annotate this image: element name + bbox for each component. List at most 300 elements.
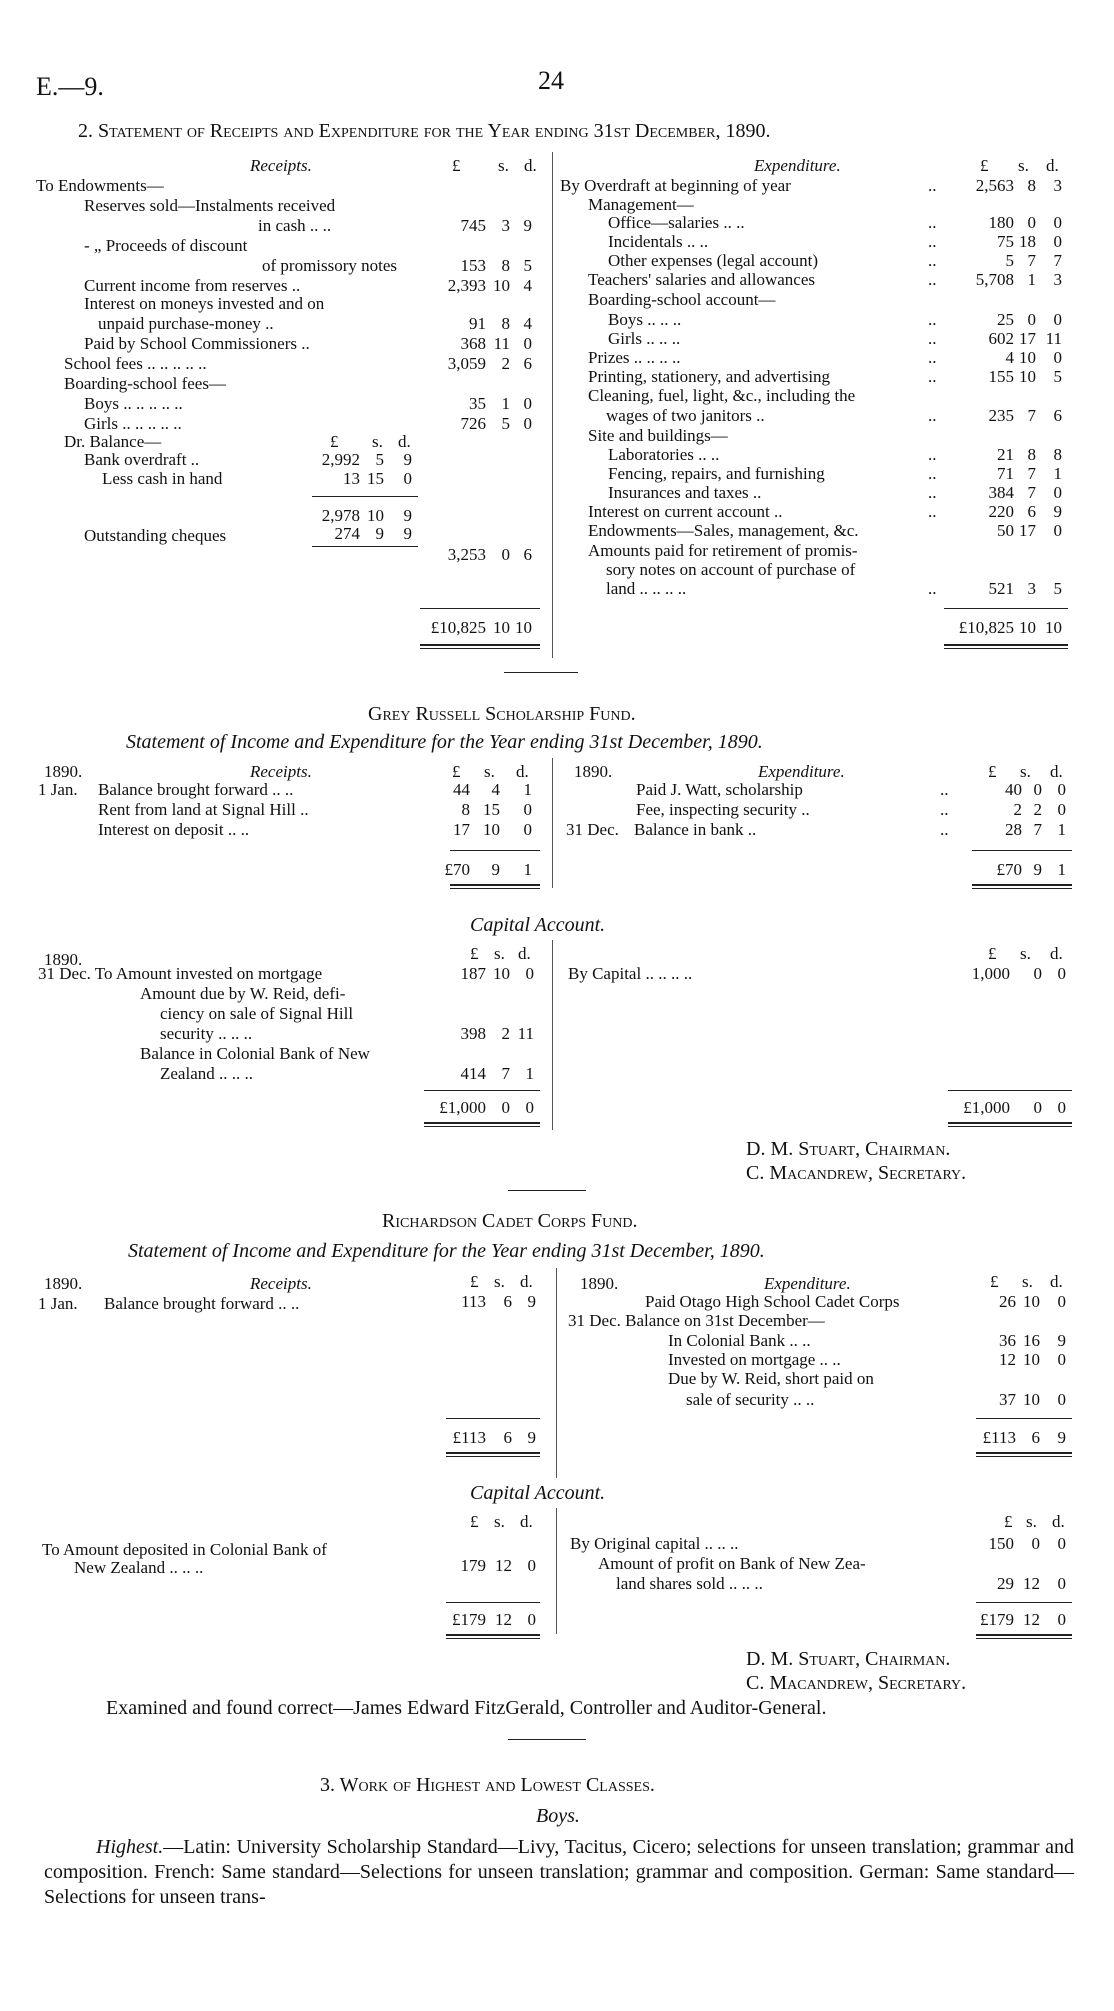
receipts-header: Receipts.: [250, 156, 312, 175]
balance-pounds-head: £: [330, 432, 339, 451]
total-underline: [420, 644, 540, 649]
grey-receipts-header: Receipts.: [250, 762, 312, 781]
shillings-head: s.: [1020, 944, 1031, 963]
rich-expenditure-amount-shillings: 10: [1023, 1390, 1040, 1409]
rule-line: [976, 1418, 1072, 1419]
rich-expenditure-line: sale of security .. ..: [686, 1390, 815, 1409]
rich-capital-by-amount-pounds: 150: [988, 1534, 1014, 1553]
rich-capital-line: To Amount deposited in Colonial Bank of: [42, 1540, 327, 1559]
expenditure-amount-shillings: 7: [1027, 251, 1036, 270]
rich-expenditure-amount-pence: 0: [1057, 1390, 1066, 1409]
receipt-amount-pounds: 745: [460, 216, 486, 235]
pence-head: d.: [516, 762, 529, 781]
section-divider: [508, 1190, 586, 1191]
expenditure-grand-total-pence: 10: [1045, 618, 1062, 637]
col-shillings-header: s.: [498, 156, 509, 175]
pounds-head: £: [990, 1272, 999, 1291]
receipts-grand-total-shillings: 10: [493, 618, 510, 637]
highest-label: Highest.: [96, 1836, 164, 1858]
grey-expenditure-amount-pounds: 2: [1013, 800, 1022, 819]
highest-class-paragraph: [44, 1835, 1074, 1910]
grey-capital-by-line: By Capital .. .. .. ..: [568, 964, 693, 983]
receipt-amount-pounds: 153: [460, 256, 486, 275]
receipt-amount-shillings: 5: [501, 414, 510, 433]
balance-shillings-head: s.: [372, 432, 383, 451]
grey-capital-line: Amount due by W. Reid, defi-: [140, 984, 346, 1003]
expenditure-amount-shillings: 6: [1027, 502, 1036, 521]
rich-capital-amount-shillings: 12: [495, 1556, 512, 1575]
total-underline: [948, 1122, 1072, 1127]
receipt-amount-shillings: 10: [493, 276, 510, 295]
grey-expenditure-amount-shillings: 7: [1033, 820, 1042, 839]
expenditure-amount-pounds: 4: [1005, 348, 1014, 367]
shillings-head: s.: [1022, 1272, 1033, 1291]
rule-line: [976, 1602, 1072, 1603]
highest-text: —Latin: University Scholarship Standard—Livy, Tacitus, Cicero; selections for unseen translation; grammar and composition. French: Same standard—Selections for unseen translation; grammar and composition. German: Same standard—Selections for unseen trans-: [44, 1836, 1074, 1908]
expenditure-amount-pence: 1: [1053, 464, 1062, 483]
receipt-amount-pence: 4: [523, 276, 532, 295]
pounds-head: £: [988, 762, 997, 781]
receipt-amount-shillings: 8: [501, 256, 510, 275]
expenditure-amount-pence: 0: [1053, 521, 1062, 540]
expenditure-line: Laboratories .. ..: [608, 445, 720, 464]
receipt-amount-pence: 9: [523, 216, 532, 235]
outstanding-cheques-pounds: 274: [334, 524, 360, 543]
expenditure-line: Fencing, repairs, and furnishing: [608, 464, 825, 483]
shillings-head: s.: [494, 1272, 505, 1291]
grey-capital-by-total-pounds: £1,000: [963, 1098, 1010, 1117]
leader-dots: ..: [928, 310, 937, 329]
cash-in-hand-pence: 0: [403, 469, 412, 488]
leader-dots: ..: [928, 213, 937, 232]
grey-expenditure-amount-pounds: 28: [1005, 820, 1022, 839]
balance-total-pence: 6: [523, 545, 532, 564]
receipt-line: in cash .. ..: [258, 216, 332, 235]
rich-capital-total-pence: 0: [527, 1610, 536, 1629]
grey-expenditure-amount-pence: 0: [1057, 800, 1066, 819]
balance-subtotal-shillings: 10: [367, 506, 384, 525]
receipt-line: Current income from reserves ..: [84, 276, 301, 295]
rich-receipt-amount-pence: 9: [527, 1292, 536, 1311]
rich-capital-by-line: land shares sold .. .. ..: [616, 1574, 763, 1593]
grey-receipts-total-pounds: £70: [444, 860, 470, 879]
receipt-amount-pounds: 91: [469, 314, 486, 333]
pounds-head: £: [470, 1272, 479, 1291]
balance-total-pounds: 3,253: [447, 545, 486, 564]
grey-capital-amount-pounds: 414: [460, 1064, 486, 1083]
rich-expenditure-total-shillings: 6: [1031, 1428, 1040, 1447]
rich-expenditure-line: Invested on mortgage .. ..: [668, 1350, 841, 1369]
expenditure-line: Insurances and taxes ..: [608, 483, 762, 502]
total-underline: [424, 1122, 540, 1127]
rich-capital-line: New Zealand .. .. ..: [74, 1558, 204, 1577]
expenditure-amount-shillings: 8: [1027, 445, 1036, 464]
rich-capital-total-shillings: 12: [495, 1610, 512, 1629]
expenditure-line: land .. .. .. ..: [606, 579, 687, 598]
receipt-line: Girls .. .. .. .. ..: [84, 414, 182, 433]
expenditure-amount-shillings: 17: [1019, 329, 1036, 348]
expenditure-amount-pounds: 50: [997, 521, 1014, 540]
exp-col-pounds-header: £: [980, 156, 989, 175]
shillings-head: s.: [1020, 762, 1031, 781]
pounds-head: £: [452, 762, 461, 781]
receipt-amount-pence: 0: [523, 394, 532, 413]
entry-date: 31 Dec.: [566, 820, 619, 839]
expenditure-amount-pounds: 5: [1005, 251, 1014, 270]
receipt-amount-pence: 5: [523, 256, 532, 275]
bank-overdraft-pounds: 2,992: [321, 450, 360, 469]
expenditure-line: Girls .. .. ..: [608, 329, 681, 348]
expenditure-line: By Overdraft at beginning of year: [560, 176, 791, 195]
grey-capital-by-total-shillings: 0: [1033, 1098, 1042, 1117]
expenditure-amount-pence: 0: [1053, 232, 1062, 251]
boys-heading: Boys.: [536, 1805, 580, 1827]
chairman-signature: D. M. Stuart, Chairman.: [746, 1138, 951, 1160]
rich-expenditure-amount-pence: 0: [1057, 1292, 1066, 1311]
leader-dots: ..: [928, 232, 937, 251]
grey-receipt-amount-pounds: 44: [453, 780, 470, 799]
grey-receipt-amount-shillings: 10: [483, 820, 500, 839]
leader-dots: ..: [928, 445, 937, 464]
rich-capital-by-line: By Original capital .. .. ..: [570, 1534, 739, 1553]
total-underline: [972, 884, 1072, 889]
expenditure-amount-pounds: 602: [988, 329, 1014, 348]
rich-capital-title: Capital Account.: [470, 1482, 606, 1504]
rich-capital-by-total-shillings: 12: [1023, 1610, 1040, 1629]
balance-subtotal-pence: 9: [403, 506, 412, 525]
receipt-amount-pounds: 3,059: [447, 354, 486, 373]
expenditure-amount-pence: 8: [1053, 445, 1062, 464]
expenditure-amount-pounds: 220: [988, 502, 1014, 521]
grey-receipts-year: 1890.: [44, 762, 83, 781]
receipts-grand-total-pence: 10: [515, 618, 532, 637]
secretary-signature: C. Macandrew, Secretary.: [746, 1672, 967, 1694]
expenditure-grand-total-pounds: £10,825: [958, 618, 1014, 637]
expenditure-amount-shillings: 0: [1027, 310, 1036, 329]
pence-head: d.: [1052, 1512, 1065, 1531]
expenditure-line: Printing, stationery, and advertising: [588, 367, 831, 386]
rich-expenditure-amount-shillings: 10: [1023, 1292, 1040, 1311]
pounds-head: £: [470, 944, 479, 963]
grey-capital-amount-pence: 0: [525, 964, 534, 983]
rich-receipts-total-pence: 9: [527, 1428, 536, 1447]
expenditure-amount-shillings: 7: [1027, 464, 1036, 483]
pounds-head: £: [1004, 1512, 1013, 1531]
expenditure-line: Boys .. .. ..: [608, 310, 682, 329]
shillings-head: s.: [494, 1512, 505, 1531]
cash-in-hand-pounds: 13: [343, 469, 360, 488]
rich-expenditure-line: In Colonial Bank .. ..: [668, 1331, 811, 1350]
balance-subtotal-pounds: 2,978: [321, 506, 360, 525]
grey-receipt-amount-pence: 0: [523, 800, 532, 819]
pence-head: d.: [1050, 762, 1063, 781]
receipt-line: School fees .. .. .. .. ..: [64, 354, 207, 373]
rule-line: [948, 1090, 1072, 1091]
rule-line: [446, 1602, 540, 1603]
expenditure-amount-pence: 0: [1053, 483, 1062, 502]
rich-capital-by-amount-shillings: 12: [1023, 1574, 1040, 1593]
secretary-signature: C. Macandrew, Secretary.: [746, 1162, 967, 1184]
col-pounds-header: £: [452, 156, 461, 175]
rich-expenditure-amount-pence: 0: [1057, 1350, 1066, 1369]
expenditure-amount-pounds: 75: [997, 232, 1014, 251]
expenditure-amount-pounds: 21: [997, 445, 1014, 464]
total-underline: [944, 644, 1068, 649]
expenditure-amount-pence: 11: [1045, 329, 1062, 348]
pence-head: d.: [1050, 1272, 1063, 1291]
grey-capital-amount-pounds: 187: [460, 964, 486, 983]
grey-expenditure-line: Paid J. Watt, scholarship: [636, 780, 803, 799]
total-underline: [446, 1634, 540, 1639]
expenditure-header: Expenditure.: [754, 156, 841, 175]
rich-expenditure-amount-pounds: 36: [999, 1331, 1016, 1350]
leader-dots: ..: [928, 176, 937, 195]
receipt-line: Interest on moneys invested and on: [84, 294, 325, 313]
grey-expenditure-total-pounds: £70: [996, 860, 1022, 879]
pence-head: d.: [1050, 944, 1063, 963]
chairman-signature: D. M. Stuart, Chairman.: [746, 1648, 951, 1670]
expenditure-line: Office—salaries .. ..: [608, 213, 745, 232]
rich-expenditure-line: 31 Dec. Balance on 31st December—: [568, 1311, 825, 1330]
grey-receipt-line: Rent from land at Signal Hill ..: [98, 800, 309, 819]
rich-expenditure-amount-shillings: 10: [1023, 1350, 1040, 1369]
bank-overdraft-label: Bank overdraft ..: [84, 450, 200, 469]
dr-balance-label: Dr. Balance—: [64, 432, 162, 451]
rule-line: [944, 608, 1068, 609]
s2-column-divider: [552, 152, 553, 658]
entry-date: 1 Jan.: [38, 1294, 78, 1313]
pence-head: d.: [518, 944, 531, 963]
receipt-line: Boarding-school fees—: [64, 374, 226, 393]
grey-receipt-amount-pounds: 17: [453, 820, 470, 839]
receipt-amount-pounds: 368: [460, 334, 486, 353]
rich-expenditure-amount-pence: 9: [1057, 1331, 1066, 1350]
leader-dots: ..: [928, 367, 937, 386]
grey-fund-title: Grey Russell Scholarship Fund.: [368, 703, 636, 725]
expenditure-amount-shillings: 10: [1019, 348, 1036, 367]
leader-dots: ..: [928, 579, 937, 598]
receipt-amount-shillings: 2: [501, 354, 510, 373]
total-underline: [976, 1452, 1072, 1457]
rich-receipt-amount-shillings: 6: [503, 1292, 512, 1311]
grey-receipt-amount-shillings: 15: [483, 800, 500, 819]
receipt-line: Boys .. .. .. .. ..: [84, 394, 183, 413]
receipt-amount-shillings: 8: [501, 314, 510, 333]
expenditure-amount-pounds: 235: [988, 406, 1014, 425]
grey-expenditure-line: Fee, inspecting security ..: [636, 800, 810, 819]
rich-expenditure-header: Expenditure.: [764, 1274, 851, 1293]
grey-capital-amount-pence: 1: [525, 1064, 534, 1083]
expenditure-line: Endowments—Sales, management, &c.: [588, 521, 859, 540]
expenditure-line: Site and buildings—: [588, 426, 728, 445]
expenditure-amount-pounds: 25: [997, 310, 1014, 329]
auditor-examined-line: Examined and found correct—James Edward FitzGerald, Controller and Auditor-General.: [106, 1697, 827, 1719]
expenditure-amount-pence: 0: [1053, 310, 1062, 329]
total-underline: [446, 1452, 540, 1457]
expenditure-line: Boarding-school account—: [588, 290, 776, 309]
expenditure-amount-shillings: 8: [1027, 176, 1036, 195]
expenditure-amount-pence: 0: [1053, 213, 1062, 232]
grey-expenditure-year: 1890.: [574, 762, 613, 781]
rich-expenditure-amount-shillings: 16: [1023, 1331, 1040, 1350]
expenditure-amount-pence: 5: [1053, 367, 1062, 386]
outstanding-cheques-label: Outstanding cheques: [84, 526, 227, 545]
richardson-fund-title: Richardson Cadet Corps Fund.: [382, 1210, 638, 1232]
expenditure-line: Interest on current account ..: [588, 502, 783, 521]
expenditure-line: Incidentals .. ..: [608, 232, 709, 251]
rich-expenditure-amount-pounds: 37: [999, 1390, 1016, 1409]
grey-capital-title: Capital Account.: [470, 914, 606, 936]
expenditure-line: Other expenses (legal account): [608, 251, 819, 270]
total-underline: [450, 884, 540, 889]
receipt-amount-shillings: 1: [501, 394, 510, 413]
exp-col-pence-header: d.: [1046, 156, 1059, 175]
cash-in-hand-shillings: 15: [367, 469, 384, 488]
grey-capital-total-pounds: £1,000: [439, 1098, 486, 1117]
leader-dots: ..: [928, 270, 937, 289]
leader-dots: ..: [928, 483, 937, 502]
grey-capital-amount-pence: 11: [517, 1024, 534, 1043]
col-pence-header: d.: [524, 156, 537, 175]
section-divider: [508, 1739, 586, 1740]
receipt-amount-pence: 6: [523, 354, 532, 373]
receipt-amount-shillings: 3: [501, 216, 510, 235]
grey-capital-by-amount-pence: 0: [1057, 964, 1066, 983]
grey-receipt-amount-pence: 0: [523, 820, 532, 839]
receipt-line: To Endowments—: [36, 176, 164, 195]
grey-expenditure-amount-pence: 1: [1057, 820, 1066, 839]
grey-capital-amount-shillings: 2: [501, 1024, 510, 1043]
rich-receipt-amount-pounds: 113: [461, 1292, 486, 1311]
rich-capital-by-amount-pence: 0: [1057, 1534, 1066, 1553]
expenditure-amount-shillings: 10: [1019, 367, 1036, 386]
grey-capital-line: ciency on sale of Signal Hill: [160, 1004, 354, 1023]
rule-line: [972, 850, 1072, 851]
receipt-amount-pounds: 2,393: [447, 276, 486, 295]
balance-pence-head: d.: [398, 432, 411, 451]
grey-receipts-total-shillings: 9: [491, 860, 500, 879]
leader-dots: ..: [928, 329, 937, 348]
column-divider: [552, 758, 553, 888]
leader-dots: ..: [928, 406, 937, 425]
rich-capital-by-total-pounds: £179: [980, 1610, 1014, 1629]
expenditure-amount-shillings: 17: [1019, 521, 1036, 540]
pence-head: d.: [520, 1272, 533, 1291]
rule-line: [312, 546, 418, 547]
grey-expenditure-total-shillings: 9: [1033, 860, 1042, 879]
grey-expenditure-amount-pence: 0: [1057, 780, 1066, 799]
grey-capital-by-amount-shillings: 0: [1033, 964, 1042, 983]
expenditure-amount-pence: 3: [1053, 270, 1062, 289]
rule-line: [312, 496, 418, 497]
rule-line: [424, 1090, 540, 1091]
grey-expenditure-total-pence: 1: [1057, 860, 1066, 879]
grey-receipt-line: Balance brought forward .. ..: [98, 780, 294, 799]
rich-expenditure-year: 1890.: [580, 1274, 619, 1293]
expenditure-amount-shillings: 1: [1027, 270, 1036, 289]
expenditure-amount-shillings: 0: [1027, 213, 1036, 232]
expenditure-line: Teachers' salaries and allowances: [588, 270, 816, 289]
grey-expenditure-amount-pounds: 40: [1005, 780, 1022, 799]
section3-title: 3. Work of Highest and Lowest Classes.: [320, 1774, 655, 1796]
total-underline: [976, 1634, 1072, 1639]
grey-expenditure-header: Expenditure.: [758, 762, 845, 781]
receipts-grand-total-pounds: £10,825: [430, 618, 486, 637]
grey-capital-amount-shillings: 10: [493, 964, 510, 983]
rich-expenditure-amount-pounds: 12: [999, 1350, 1016, 1369]
outstanding-cheques-shillings: 9: [375, 524, 384, 543]
expenditure-amount-pounds: 71: [997, 464, 1014, 483]
rich-capital-by-total-pence: 0: [1057, 1610, 1066, 1629]
grey-expenditure-amount-shillings: 0: [1033, 780, 1042, 799]
receipt-line: unpaid purchase-money ..: [98, 314, 274, 333]
rich-capital-amount-pounds: 179: [460, 1556, 486, 1575]
expenditure-amount-pounds: 155: [988, 367, 1014, 386]
grey-capital-line: Zealand .. .. ..: [160, 1064, 253, 1083]
receipt-amount-shillings: 11: [493, 334, 510, 353]
rich-capital-by-line: Amount of profit on Bank of New Zea-: [598, 1554, 866, 1573]
receipt-amount-pence: 0: [523, 414, 532, 433]
expenditure-line: Amounts paid for retirement of promis-: [588, 541, 858, 560]
expenditure-line: Prizes .. .. .. ..: [588, 348, 681, 367]
leader-dots: ..: [940, 780, 949, 799]
rich-expenditure-line: Due by W. Reid, short paid on: [668, 1369, 874, 1388]
pounds-head: £: [470, 1512, 479, 1531]
grey-fund-subtitle: Statement of Income and Expenditure for the Year ending 31st December, 1890.: [126, 731, 763, 753]
rule-line: [420, 608, 540, 609]
grey-capital-year: 1890.: [44, 950, 83, 969]
rich-receipts-year: 1890.: [44, 1274, 83, 1293]
expenditure-amount-pounds: 384: [988, 483, 1014, 502]
rule-line: [450, 850, 540, 851]
leader-dots: ..: [928, 348, 937, 367]
rule-line: [446, 1418, 540, 1419]
outstanding-cheques-pence: 9: [403, 524, 412, 543]
rich-expenditure-total-pence: 9: [1057, 1428, 1066, 1447]
expenditure-amount-pence: 3: [1053, 176, 1062, 195]
expenditure-grand-total-shillings: 10: [1019, 618, 1036, 637]
page-number: 24: [538, 66, 564, 95]
column-divider: [556, 1508, 557, 1634]
expenditure-amount-pounds: 2,563: [975, 176, 1014, 195]
grey-capital-line: security .. .. ..: [160, 1024, 253, 1043]
expenditure-line: Cleaning, fuel, light, &c., including the: [588, 386, 856, 405]
shillings-head: s.: [484, 762, 495, 781]
grey-receipt-amount-pence: 1: [523, 780, 532, 799]
rich-expenditure-line: Paid Otago High School Cadet Corps: [645, 1292, 900, 1311]
rich-receipts-total-shillings: 6: [503, 1428, 512, 1447]
receipt-line: - „ Proceeds of discount: [84, 236, 248, 255]
grey-receipt-line: Interest on deposit .. ..: [98, 820, 250, 839]
rich-capital-amount-pence: 0: [527, 1556, 536, 1575]
expenditure-line: wages of two janitors ..: [606, 406, 765, 425]
bank-overdraft-pence: 9: [403, 450, 412, 469]
grey-capital-line: Balance in Colonial Bank of New: [140, 1044, 370, 1063]
grey-capital-total-shillings: 0: [501, 1098, 510, 1117]
expenditure-amount-shillings: 18: [1019, 232, 1036, 251]
grey-capital-line: 31 Dec. To Amount invested on mortgage: [38, 964, 323, 983]
rich-receipt-line: Balance brought forward .. ..: [104, 1294, 300, 1313]
column-divider: [556, 1268, 557, 1478]
receipt-amount-pounds: 35: [469, 394, 486, 413]
expenditure-amount-pence: 7: [1053, 251, 1062, 270]
expenditure-line: Management—: [588, 195, 694, 214]
shillings-head: s.: [1026, 1512, 1037, 1531]
grey-receipt-amount-shillings: 4: [491, 780, 500, 799]
receipt-line: Reserves sold—Instalments received: [84, 196, 336, 215]
receipt-line: of promissory notes: [262, 256, 398, 275]
cash-in-hand-label: Less cash in hand: [102, 469, 223, 488]
